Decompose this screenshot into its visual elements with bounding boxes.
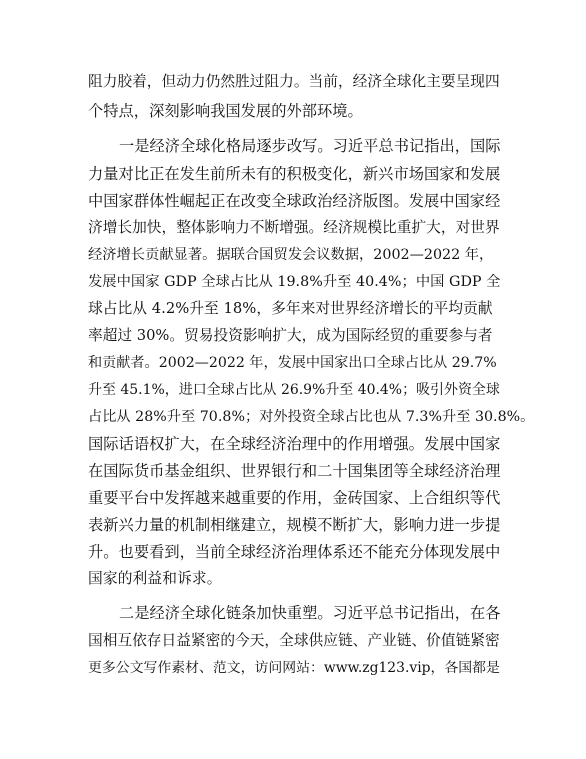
- text-line-2: 个特点，深刻影响我国发展的外部环境。: [88, 102, 363, 120]
- paragraph-1-line-7: 球占比从 4.2%升至 18%，多年来对世界经济增长的平均贡献: [88, 300, 493, 317]
- paragraph-1-line-16: 升。也要看到，当前全球经济治理体系还不能充分体现发展中: [88, 543, 501, 561]
- paragraph-2-line-2: 国相互依存日益紧密的今天，全球供应链、产业链、价值链紧密: [88, 632, 500, 649]
- paragraph-1-line-1: 一是经济全球化格局逐步改写。习近平总书记指出，国际: [119, 137, 501, 155]
- paragraph-1-line-3: 中国家群体性崛起正在改变全球政治经济版图。发展中国家经: [88, 192, 501, 210]
- paragraph-1-line-10: 升至 45.1%，进口全球占比从 26.9%升至 40.4%；吸引外资全球: [88, 382, 500, 398]
- paragraph-1-line-9: 和贡献者。2002—2022 年，发展中国家出口全球占比从 29.7%: [88, 355, 497, 371]
- paragraph-1-line-8: 率超过 30%。贸易投资影响扩大，成为国际经贸的重要参与者: [88, 327, 493, 344]
- paragraph-1-line-11: 占比从 28%升至 70.8%；对外投资全球占比也从 7.3%升至 30.8%。: [88, 409, 535, 425]
- paragraph-1-line-12: 国际话语权扩大，在全球经济治理中的作用增强。发展中国家: [88, 435, 501, 453]
- paragraph-1-line-6: 发展中国家 GDP 全球占比从 19.8%升至 40.4%；中国 GDP 全: [88, 274, 501, 290]
- paragraph-2-line-3: 更多公文写作素材、范文，访问网站：www.zg123.vip，各国都是: [88, 660, 500, 676]
- paragraph-1-line-2: 力量对比正在发生前所未有的积极变化，新兴市场国家和发展: [88, 165, 501, 183]
- text-line-1: 阻力胶着，但动力仍然胜过阻力。当前，经济全球化主要呈现四: [88, 73, 500, 90]
- paragraph-1-line-13: 在国际货币基金组织、世界银行和二十国集团等全球经济治理: [88, 462, 501, 480]
- paragraph-1-line-15: 表新兴力量的机制相继建立，规模不断扩大，影响力进一步提: [88, 516, 501, 534]
- paragraph-1-line-14: 重要平台中发挥越来越重要的作用，金砖国家、上合组织等代: [88, 489, 501, 507]
- paragraph-1-line-5: 经济增长贡献显著。据联合国贸发会议数据，2002—2022 年，: [88, 247, 494, 263]
- paragraph-2-line-1: 二是经济全球化链条加快重塑。习近平总书记指出，在各: [119, 604, 501, 622]
- paragraph-1-line-4: 济增长加快，整体影响力不断增强。经济规模比重扩大，对世界: [88, 219, 500, 236]
- paragraph-1-line-17: 国家的利益和诉求。: [88, 570, 222, 587]
